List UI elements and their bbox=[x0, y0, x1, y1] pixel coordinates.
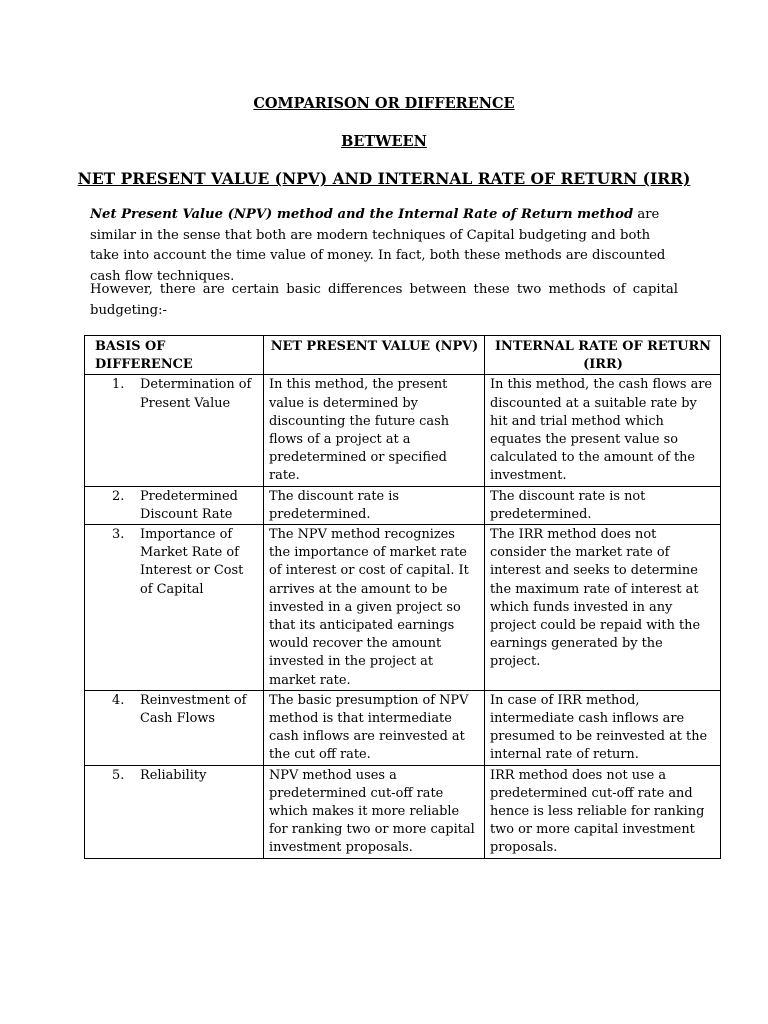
title-comparison: COMPARISON OR DIFFERENCE bbox=[253, 95, 515, 112]
intro-paragraph bbox=[90, 205, 678, 287]
basis-text: Reliability bbox=[140, 767, 207, 783]
basis-text: Reinvestment of Cash Flows bbox=[140, 692, 247, 727]
irr-cell: The IRR method does not consider the market rate of interest and seeks to determine the maximum rate of interest at which funds invested in any project could be repaid with the earnings generated by the project. bbox=[485, 525, 721, 691]
table-row bbox=[85, 486, 721, 524]
table-row bbox=[85, 375, 721, 486]
title-between: BETWEEN bbox=[341, 133, 427, 150]
basis-text: Predetermined Discount Rate bbox=[140, 488, 238, 522]
irr-cell: In this method, the cash flows are discounted at a suitable rate by hit and trial method which equates the present value so calculated to the amount of the investment. bbox=[485, 375, 721, 486]
npv-cell: NPV method uses a predetermined cut-off rate which makes it more reliable for ranking two or more capital investment proposals. bbox=[264, 765, 485, 858]
basis-text: Importance of Market Rate of Interest or Cost of Capital bbox=[140, 527, 244, 597]
comparison-table bbox=[84, 335, 721, 859]
basis-cell bbox=[85, 765, 264, 858]
basis-cell bbox=[85, 525, 264, 691]
row-number: 2. bbox=[112, 488, 125, 504]
header-basis: BASIS OF DIFFERENCE bbox=[85, 336, 264, 375]
however-line-1: However, there are certain basic differences between these two methods of capital bbox=[90, 282, 678, 297]
irr-cell: In case of IRR method, intermediate cash inflows are presumed to be reinvested at the internal rate of return. bbox=[485, 690, 721, 765]
basis-cell bbox=[85, 375, 264, 486]
npv-cell: The discount rate is predetermined. bbox=[264, 486, 485, 524]
intro-rest: are similar in the sense that both are modern techniques of Capital budgeting and both take into account the time value of money. In fact, both these methods are discounted cash flow techniques. bbox=[90, 207, 666, 284]
table-row bbox=[85, 690, 721, 765]
table-row bbox=[85, 525, 721, 691]
npv-cell: The basic presumption of NPV method is that intermediate cash inflows are reinvested at the cut off rate. bbox=[264, 690, 485, 765]
basis-cell bbox=[85, 486, 264, 524]
row-number: 3. bbox=[112, 527, 125, 543]
title-npv-irr: NET PRESENT VALUE (NPV) AND INTERNAL RATE OF RETURN (IRR) bbox=[77, 169, 691, 188]
row-number: 4. bbox=[112, 692, 125, 708]
header-irr: INTERNAL RATE OF RETURN (IRR) bbox=[485, 336, 721, 375]
table-header-row bbox=[85, 336, 721, 375]
intro-emphasis: Net Present Value (NPV) method and the Internal Rate of Return method bbox=[90, 207, 634, 222]
row-number: 5. bbox=[112, 767, 125, 783]
basis-text: Determination of Present Value bbox=[140, 377, 252, 411]
irr-cell: IRR method does not use a predetermined cut-off rate and hence is less reliable for ranking two or more capital investment proposals. bbox=[485, 765, 721, 858]
row-number: 1. bbox=[112, 377, 125, 393]
npv-cell: The NPV method recognizes the importance of market rate of interest or cost of capital. It arrives at the amount to be invested in a given project so that its anticipated earnings would recover the amount invested in the project at market rate. bbox=[264, 525, 485, 691]
however-line-2: budgeting:- bbox=[90, 302, 167, 318]
however-paragraph bbox=[90, 280, 678, 321]
table-row bbox=[85, 765, 721, 858]
irr-cell: The discount rate is not predetermined. bbox=[485, 486, 721, 524]
basis-cell bbox=[85, 690, 264, 765]
npv-cell: In this method, the present value is determined by discounting the future cash flows of a project at a predetermined or specified rate. bbox=[264, 375, 485, 486]
header-npv: NET PRESENT VALUE (NPV) bbox=[264, 336, 485, 375]
